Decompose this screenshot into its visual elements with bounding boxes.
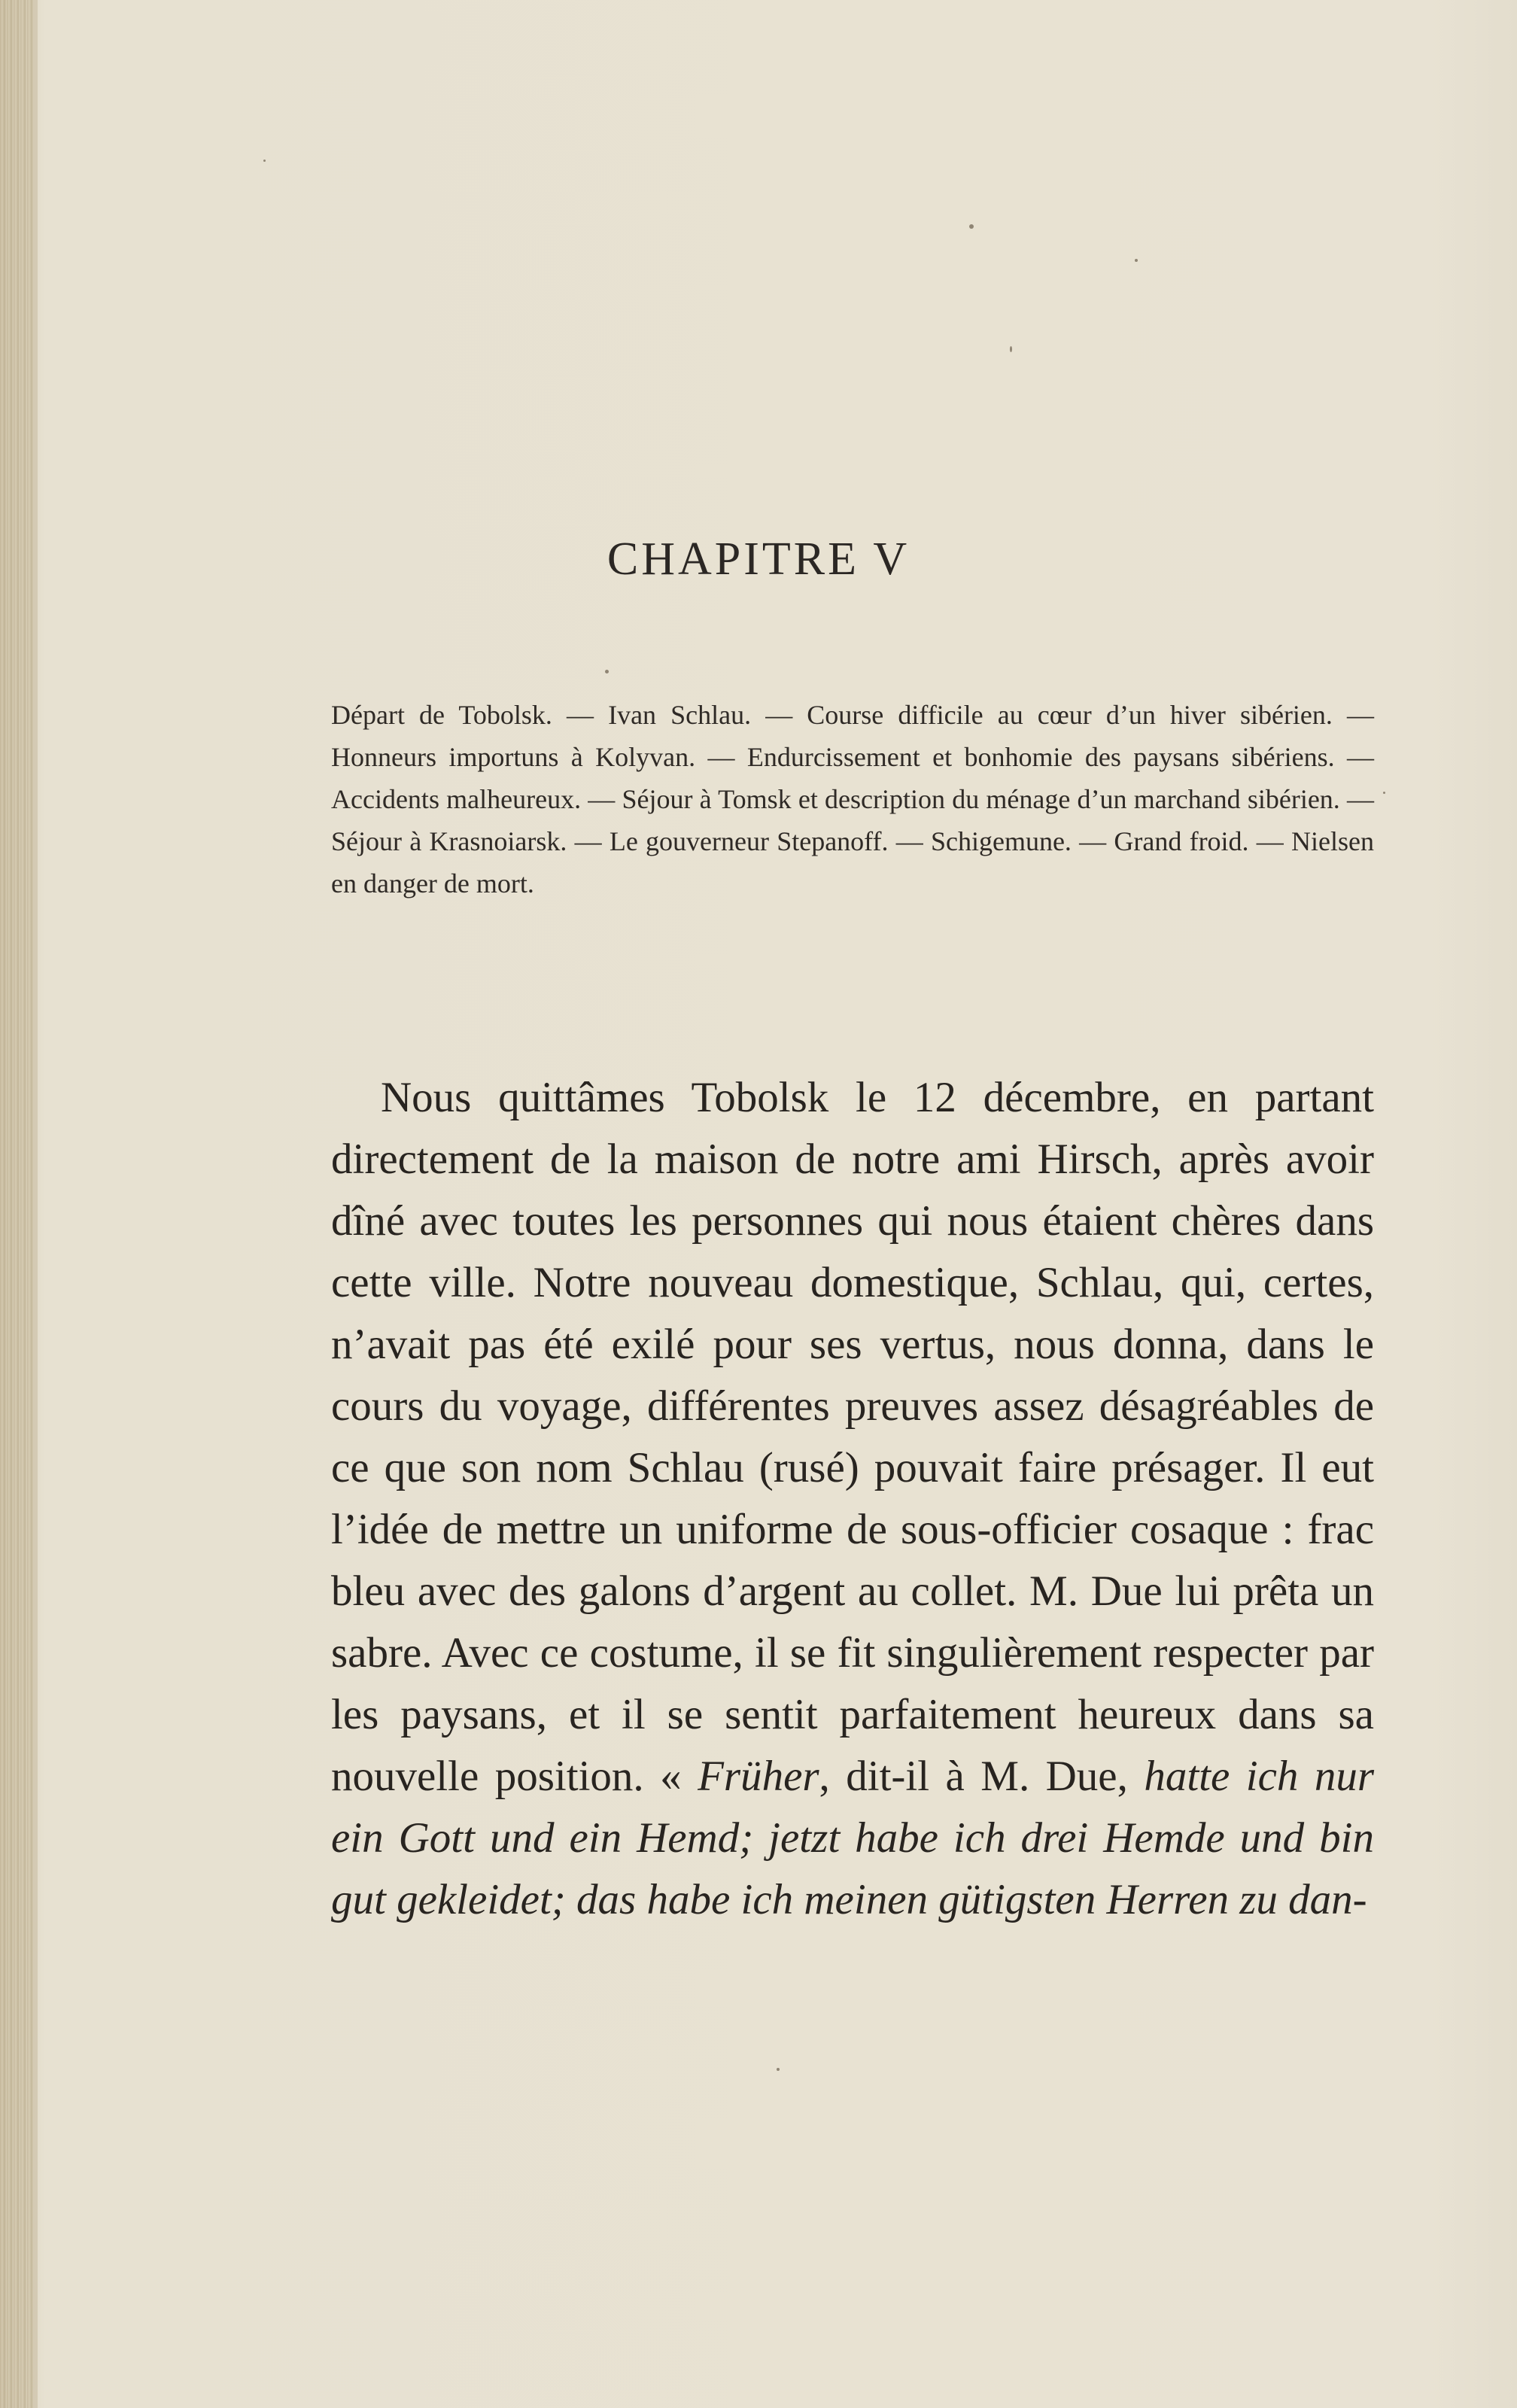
body-text-mid: , dit-il à M. Due, (819, 1753, 1145, 1800)
paper-speck (777, 2068, 780, 2071)
body-text-main: Nous quittâmes Tobolsk le 12 décembre, en partant directement de la maison de notre ami Hirsch, après avoir dîné avec toutes les personnes qui nous étaient chères dans cette ville. Notre nouveau domestique, Schlau, qui, certes, n’avait pas été exilé pour ses vertus, nous donna, dans le cours du voyage, différentes preuves assez désagréables de ce que son nom Schlau (rusé) pouvait faire présager. Il eut l’idée de mettre un uniforme de sous-officier cosaque : frac bleu avec des galons d’argent au collet. M. Due lui prêta un sabre. Avec ce costume, il se fit singulièrement respecter par les paysans, et il se sentit parfaitement heureux dans sa nouvelle position. « (331, 1074, 1374, 1800)
body-paragraph (331, 1067, 1374, 1931)
paper-speck (263, 160, 266, 162)
paper-speck (605, 670, 609, 673)
chapter-title: CHAPITRE V (606, 534, 911, 585)
body-quote-word: Früher (698, 1753, 819, 1800)
paper-speck (969, 224, 974, 229)
paper-speck (1383, 792, 1385, 794)
chapter-summary: Départ de Tobolsk. — Ivan Schlau. — Course difficile au cœur d’un hiver sibérien. — Honneurs importuns à Kolyvan. — Endurcissement et bonhomie des paysans sibériens. — Accidents malheureux. — Séjour à Tomsk et description du ménage d’un marchand sibérien. — Séjour à Krasnoiarsk. — Le gouverneur Stepanoff. — Schigemune. — Grand froid. — Nielsen en danger de mort. (331, 700, 1374, 898)
page-binding-edge (33, 0, 38, 2408)
paper-speck (1010, 346, 1012, 352)
page-binding (0, 0, 33, 2408)
paper-speck (1135, 259, 1138, 262)
body-quote-rest: hatte ich nur ein Gott und ein Hemd; jetzt habe ich drei Hemde und bin gut gekleidet; das habe ich meinen gütigsten Herren zu dan- (331, 1753, 1374, 1923)
